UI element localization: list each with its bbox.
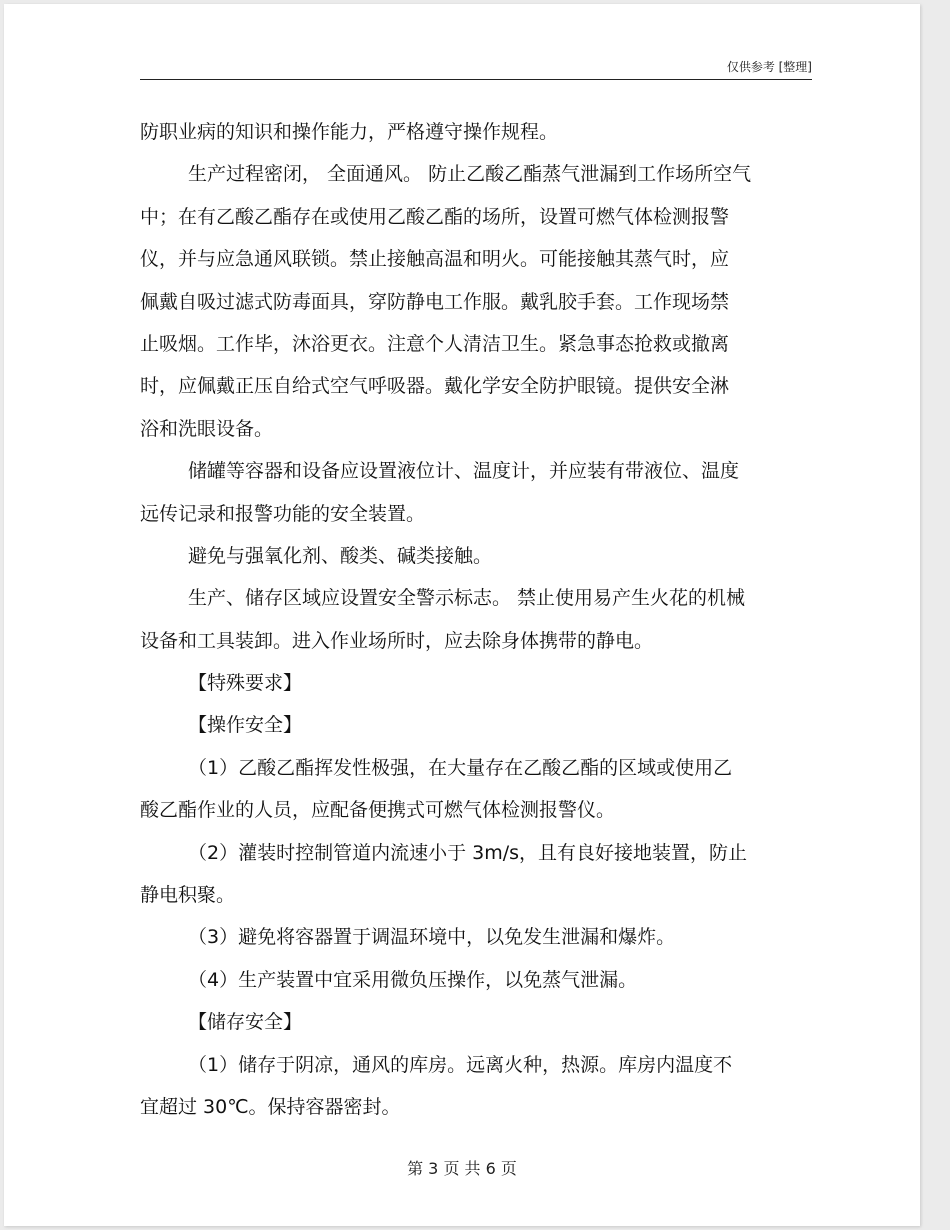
text-line: 【特殊要求】: [188, 672, 303, 695]
text-line: 宜超过 30℃。保持容器密封。: [140, 1095, 401, 1118]
text-line: 浴和洗眼设备。: [140, 417, 274, 440]
header-divider: [140, 79, 812, 80]
text-line: （2）灌装时控制管道内流速小于 3m/s，且有良好接地装置，防止: [188, 841, 748, 864]
text-line: 中；在有乙酸乙酯存在或使用乙酸乙酯的场所，设置可燃气体检测报警: [140, 205, 730, 228]
text-line: 防职业病的知识和操作能力，严格遵守操作规程。: [140, 121, 559, 143]
text-line: 设备和工具装卸。进入作业场所时，应去除身体携带的静电。: [140, 629, 654, 652]
page-footer: 第 3 页 共 6 页: [407, 1159, 517, 1178]
document-body: [140, 111, 812, 1128]
text-line: 时，应佩戴正压自给式空气呼吸器。戴化学安全防护眼镜。提供安全淋: [140, 375, 730, 398]
text-line: 【操作安全】: [188, 714, 303, 737]
document-page: [4, 4, 920, 1226]
text-line: 【储存安全】: [188, 1011, 303, 1034]
text-line: 静电积聚。: [140, 884, 236, 907]
text-line: 避免与强氧化剂、酸类、碱类接触。: [188, 544, 493, 567]
text-line: （1）储存于阴凉，通风的库房。远离火种，热源。库房内温度不: [188, 1053, 733, 1076]
text-line: 止吸烟。工作毕，沐浴更衣。注意个人清洁卫生。紧急事态抢救或撤离: [140, 332, 730, 355]
text-line: 远传记录和报警功能的安全装置。: [140, 502, 426, 525]
text-line: 生产过程密闭， 全面通风。 防止乙酸乙酯蒸气泄漏到工作场所空气: [188, 163, 752, 186]
text-line: （4）生产装置中宜采用微负压操作，以免蒸气泄漏。: [188, 968, 638, 991]
text-line: （3）避免将容器置于调温环境中，以免发生泄漏和爆炸。: [188, 926, 676, 949]
text-line: 储罐等容器和设备应设置液位计、温度计，并应装有带液位、温度: [188, 460, 740, 483]
text-line: 佩戴自吸过滤式防毒面具，穿防静电工作服。戴乳胶手套。工作现场禁: [140, 290, 730, 313]
text-line: 仪，并与应急通风联锁。禁止接触高温和明火。可能接触其蒸气时，应: [140, 248, 730, 271]
text-line: （1）乙酸乙酯挥发性极强，在大量存在乙酸乙酯的区域或使用乙: [188, 756, 733, 779]
page-header: 仅供参考 [整理]: [726, 60, 812, 74]
text-line: 酸乙酯作业的人员，应配备便携式可燃气体检测报警仪。: [140, 799, 616, 822]
text-line: 生产、储存区域应设置安全警示标志。 禁止使用易产生火花的机械: [188, 587, 746, 610]
